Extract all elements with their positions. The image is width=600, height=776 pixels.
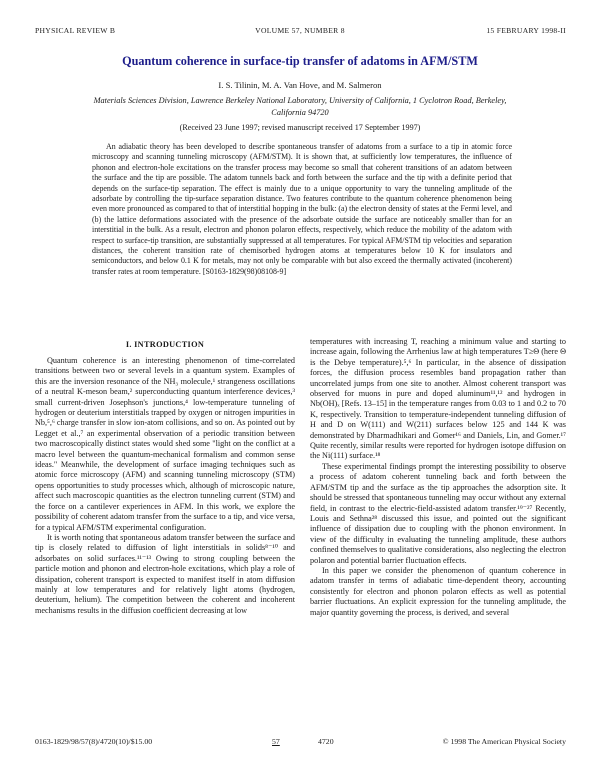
right-column bbox=[310, 337, 566, 618]
paragraph: In this paper we consider the phenomenon of quantum coherence in adatom transfer in terms of adiabatic time-dependent theory, accounting consistently for electron and phonon polaron effects as well as potential barrier fluctuations. An explicit expression for the tunneling amplitude, the major quantity governing the process, is derived, and several bbox=[310, 565, 566, 617]
received-dates: (Received 23 June 1997; revised manuscript received 17 September 1997) bbox=[179, 123, 421, 132]
authors: I. S. Tilinin, M. A. Van Hove, and M. Salmeron bbox=[218, 80, 382, 90]
paper-title: Quantum coherence in surface-tip transfer of adatoms in AFM/STM bbox=[122, 54, 478, 68]
paragraph: These experimental findings prompt the interesting possibility to observe a process of adatom coherent tunneling back and forth between the AFM/STM tip and the surface as the tip approaches the adsorption site. It should be stressed that spontaneous tunneling may occur without any external field, in contrast to the electric-field-assisted adatom transfer.¹⁹⁻²⁷ Recently, Louis and Sethna²⁸ discussed this issue, and pointed out the significant influence of dissipation due to coupling with the phonon environment. In view of the difficulty in evaluating the tunneling amplitude, these authors confined themselves to qualitative considerations, also neglecting the electron polaron and potential barrier fluctuation effects. bbox=[310, 461, 566, 565]
section-heading: I. INTRODUCTION bbox=[125, 340, 205, 349]
left-column bbox=[35, 356, 295, 616]
paragraph: temperatures with increasing T, reaching a minimum value and starting to increase again, following the Arrhenius law at high temperatures T≥Θ (here Θ is the Debye temperature).⁵,⁶ In particular, in the absence of dissipation forces, the diffusion process resembles band propagation rather than uncorrelated jumps from one site to another. Almost coherent transport was observed for muons in pure and doped aluminum¹¹,¹² and hydrogen in Nb(OH)ₓ [Refs. 13–15] in the temperature ranges from 0.03 to 1 and 0.2 to 70 K, respectively. Transition to temperature-independent tunneling diffusion of H and D on W(111) and W(211) surfaces below 125 and 144 K was demonstrated by Dharmadhikari and Gomer¹⁶ and Daniels, Lin, and Gomer.¹⁷ Quite recently, similar results were reported for hydrogen isotope diffusion on the Ni(111) surface.¹⁸ bbox=[310, 337, 566, 461]
issue-date: 15 FEBRUARY 1998-II bbox=[486, 26, 566, 35]
volume-number: VOLUME 57, NUMBER 8 bbox=[255, 26, 345, 35]
page-number: 4720 bbox=[318, 737, 334, 746]
copyright: © 1998 The American Physical Society bbox=[442, 737, 566, 746]
paragraph: It is worth noting that spontaneous adatom transfer between the surface and tip is closely related to diffusion of light interstitials in solids⁸⁻¹⁰ and adsorbates on solid surfaces.¹¹⁻¹³ Owing to strong coupling between the particle motion and phonon and electron-hole excitations, which play a role of dissipation, coherent transport is expected to manifest itself in atom diffusion mainly at low temperatures and for relatively light atoms (hydrogen, deuterium, helium). The competition between the coherent and incoherent mechanisms results in the diffusion coefficient decreasing at low bbox=[35, 532, 295, 615]
footer-code: 0163-1829/98/57(8)/4720(10)/$15.00 bbox=[35, 737, 153, 746]
paragraph: Quantum coherence is an interesting phenomenon of time-correlated transitions between two or several levels in a quantum system. Examples of this are the inversion resonance of the NH₃ molecule,¹ strangeness oscillations of a neutral K-meson beam,² superconducting quantum interference devices,³ small current-driven Josephson's junctions,⁴ low-temperature tunneling of hydrogen or deuterium interstitials trapped by oxygen or nitrogen impurities in Nb,⁵,⁶ charge transfer in slow ion-atom collisions, and so on. As pointed out by Legget et al.,⁷ an experimental observation of a periodic transition between two macroscopically distinct states would shed some "light on the conflict at a macro level between the quantum-mechanical formalism and common sense ideas." Meanwhile, the development of surface imaging techniques such as atomic force microscopy (AFM) and scanning tunneling microscopy (STM) opens opportunities to study processes which, although of microscopic nature, affect such macroscopic quantities as the electron tunneling current (STM) and the force on a cantilever experiences in AFM. In this work, we explore the possibility of coherent adatom transfer from the surface to a tip, and vice versa, for a typical AFM/STM experimental configuration. bbox=[35, 356, 295, 532]
affiliation: Materials Sciences Division, Lawrence Berkeley National Laboratory, University of California, 1 Cyclotron Road, Berkeley, California 94720 bbox=[93, 96, 507, 117]
journal-name: PHYSICAL REVIEW B bbox=[35, 26, 116, 35]
abstract: An adiabatic theory has been developed to describe spontaneous transfer of adatoms from a surface to a tip in atomic force microscopy and scanning tunneling microscopy (AFM/STM). It is shown that, at sufficiently low temperatures, the influence of phonon and electron-hole excitations on the transfer process may become so small that coherent transitions of an adatom between the surface and the tip are possible. The adatom tunnels back and forth between the surface and the tip with a definite period that depends on the surface-tip separation. The effect is mainly due to a unique opportunity to vary the tunneling amplitude of the adsorbate by controlling the tip-surface separation distance. Two features contribute to the quantum coherence phenomenon being even more pronounced as compared to that of interstitial hopping in the bulk: (a) the electron density of states at the Fermi level, and (b) the lattice deformations associated with the presence of the adsorbate outside the surface are noticeably smaller than for an interstitial in the bulk. As a result, electron and phonon polaron effects, respectively, which reduce the mobility of the adatom with respect to surface-tip transition, are substantially suppressed at all temperatures. For typical AFM/STM tip velocities and separation distances, the coherent transition rate of chemisorbed hydrogen atoms at temperatures below 10 K for insulators and semiconductors, and below 0.1 K for metals, may not only be comparable with but also exceed the thermally activated (incoherent) transfer rates at room temperature. [S0163-1829(98)08108-9] bbox=[92, 142, 512, 276]
footer-volume: 57 bbox=[272, 737, 280, 746]
